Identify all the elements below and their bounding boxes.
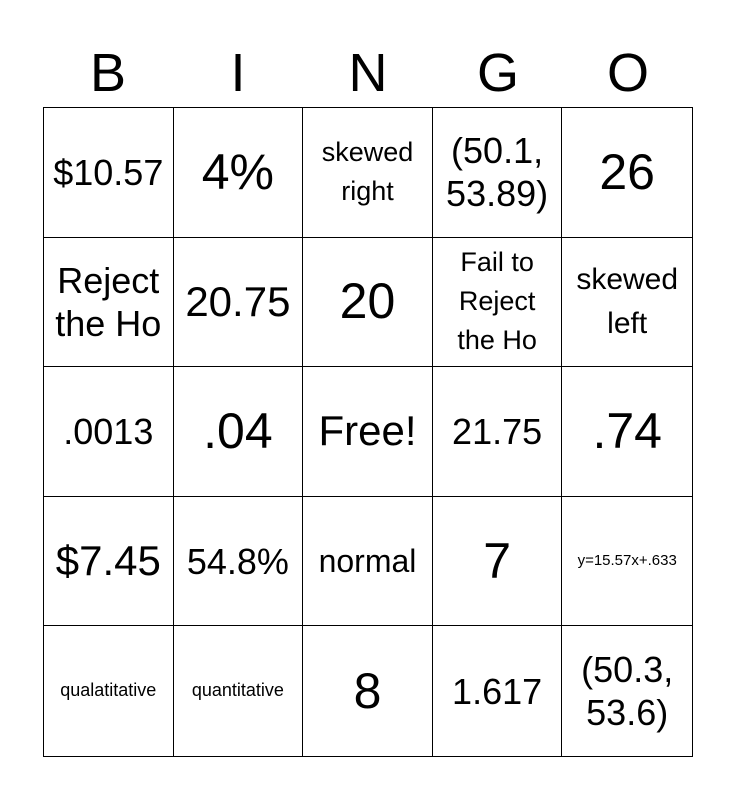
header-letter-o: O	[606, 43, 649, 103]
header-letter-n: N	[348, 43, 388, 103]
bingo-cell-r5c2[interactable]: quantitative	[174, 626, 304, 756]
bingo-cell-r3c2[interactable]: .04	[174, 367, 304, 497]
bingo-cell-r1c3[interactable]: skewed right	[303, 108, 433, 238]
bingo-board	[43, 107, 693, 757]
header-letter-i: I	[230, 43, 246, 103]
header-letter-g: G	[476, 43, 519, 103]
bingo-cell-r1c4[interactable]: (50.1, 53.89)	[433, 108, 563, 238]
bingo-cell-r3c1[interactable]: .0013	[44, 367, 174, 497]
bingo-cell-r4c3[interactable]: normal	[303, 497, 433, 627]
bingo-cell-r2c2[interactable]: 20.75	[174, 238, 304, 368]
bingo-cell-r4c4[interactable]: 7	[433, 497, 563, 627]
bingo-cell-r3c5[interactable]: .74	[562, 367, 692, 497]
bingo-cell-r1c2[interactable]: 4%	[174, 108, 304, 238]
bingo-cell-r5c4[interactable]: 1.617	[433, 626, 563, 756]
bingo-cell-r3c4[interactable]: 21.75	[433, 367, 563, 497]
bingo-cell-r1c1[interactable]: $10.57	[44, 108, 174, 238]
header-letter-b: B	[89, 43, 127, 103]
bingo-header	[43, 40, 693, 106]
bingo-cell-r3c3-free[interactable]: Free!	[303, 367, 433, 497]
bingo-cell-r5c5[interactable]: (50.3, 53.6)	[581, 649, 674, 734]
bingo-cell-r4c5[interactable]: y=15.57x+.633	[562, 497, 692, 627]
bingo-cell-r1c5[interactable]: 26	[562, 108, 692, 238]
bingo-cell-r5c1[interactable]: qualatitative	[44, 626, 174, 756]
bingo-cell-r2c5[interactable]: skewed left	[562, 238, 692, 368]
bingo-cell-r2c1[interactable]: Reject the Ho	[44, 238, 174, 368]
bingo-cell-r5c3[interactable]: 8	[303, 626, 433, 756]
bingo-cell-r2c3[interactable]: 20	[303, 238, 433, 368]
bingo-cell-r4c2[interactable]: 54.8%	[174, 497, 304, 627]
bingo-cell-r2c4[interactable]: Fail to Reject the Ho	[433, 238, 563, 368]
bingo-cell-r4c1[interactable]: $7.45	[44, 497, 174, 627]
